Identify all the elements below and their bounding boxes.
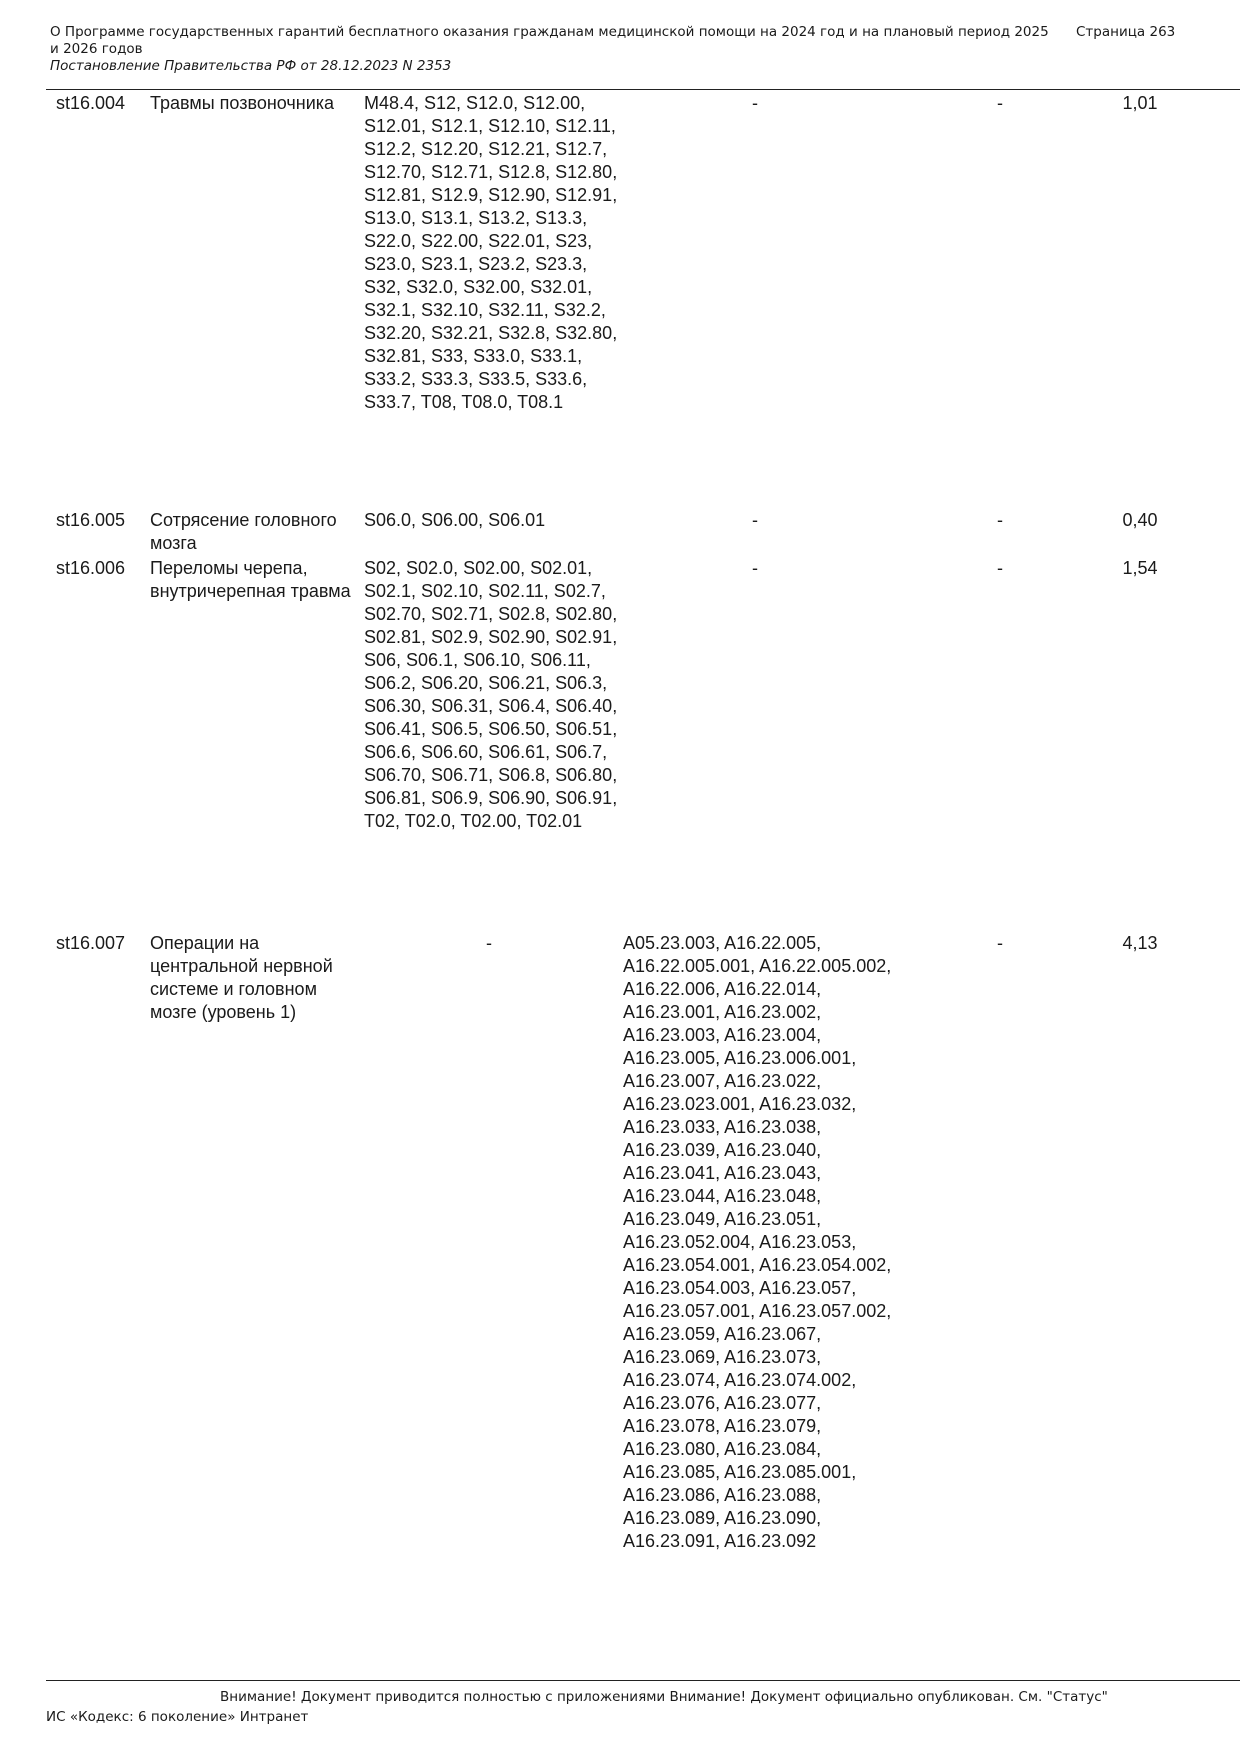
row-name: Переломы черепа, внутричерепная травма	[150, 558, 351, 601]
footer-system-name: ИС «Кодекс: 6 поколение» Интранет	[46, 1709, 309, 1725]
row-services: -	[752, 510, 758, 530]
row-mkb-codes: -	[486, 933, 492, 953]
row-name: Сотрясение головного мозга	[150, 510, 337, 553]
row-other-criteria: -	[997, 510, 1003, 530]
row-other-criteria: -	[997, 558, 1003, 578]
row-code: st16.005	[56, 510, 126, 530]
page-number: Страница 263	[1076, 24, 1176, 40]
row-code: st16.007	[56, 933, 126, 953]
row-code: st16.006	[56, 558, 126, 578]
row-coefficient: 1,01	[1122, 93, 1158, 113]
row-mkb-codes: S02, S02.0, S02.00, S02.01, S02.1, S02.10, S02.11, S02.7, S02.70, S02.71, S02.8, S02.80, S02.81, S02.9, S02.90, S02.91, S06, S06.1, S06.10, S06.11, S06.2, S06.20, S06.21, S06.3, S06.30, S06.31, S06.4, S06.40, S06.41, S06.5, S06.50, S06.51, S06.6, S06.60, S06.61, S06.7, S06.70, S06.71, S06.8, S06.80, S06.81, S06.9, S06.90, S06.91, T02, T02.0, T02.00, T02.01	[364, 558, 618, 831]
footer-notice: Внимание! Документ приводится полностью с приложениями Внимание! Документ официально опубликован. См. "Статус"	[220, 1689, 1108, 1705]
document-title: О Программе государственных гарантий бесплатного оказания гражданам медицинской помощи на 2024 год и на плановый период 2025 и 2026 годов	[50, 24, 1049, 57]
row-services: -	[752, 93, 758, 113]
row-other-criteria: -	[997, 933, 1003, 953]
footer-divider	[46, 1680, 1240, 1681]
row-services: -	[752, 558, 758, 578]
row-code: st16.004	[56, 93, 126, 113]
row-coefficient: 0,40	[1122, 510, 1158, 530]
row-mkb-codes: M48.4, S12, S12.0, S12.00, S12.01, S12.1, S12.10, S12.11, S12.2, S12.20, S12.21, S12.7, S12.70, S12.71, S12.8, S12.80, S12.81, S12.9, S12.90, S12.91, S13.0, S13.1, S13.2, S13.3, S22.0, S22.00, S22.01, S23, S23.0, S23.1, S23.2, S23.3, S32, S32.0, S32.00, S32.01, S32.1, S32.10, S32.11, S32.2, S32.20, S32.21, S32.8, S32.80, S32.81, S33, S33.0, S33.1, S33.2, S33.3, S33.5, S33.6, S33.7, T08, T08.0, T08.1	[364, 93, 618, 412]
row-name: Травмы позвоночника	[150, 93, 335, 113]
document-subtitle: Постановление Правительства РФ от 28.12.2023 N 2353	[50, 58, 452, 74]
row-name: Операции на центральной нервной системе и головном мозге (уровень 1)	[150, 933, 333, 1022]
row-mkb-codes: S06.0, S06.00, S06.01	[364, 510, 546, 530]
header-divider	[46, 89, 1240, 90]
row-other-criteria: -	[997, 93, 1003, 113]
row-coefficient: 1,54	[1122, 558, 1158, 578]
row-services: A05.23.003, A16.22.005, A16.22.005.001, A16.22.005.002, A16.22.006, A16.22.014, A16.23.001, A16.23.002, A16.23.003, A16.23.004, A16.23.005, A16.23.006.001, A16.23.007, A16.23.022, A16.23.023.001, A16.23.032, A16.23.033, A16.23.038, A16.23.039, A16.23.040, A16.23.041, A16.23.043, A16.23.044, A16.23.048, A16.23.049, A16.23.051, A16.23.052.004, A16.23.053, A16.23.054.001, A16.23.054.002, A16.23.054.003, A16.23.057, A16.23.057.001, A16.23.057.002, A16.23.059, A16.23.067, A16.23.069, A16.23.073, A16.23.074, A16.23.074.002, A16.23.076, A16.23.077, A16.23.078, A16.23.079, A16.23.080, A16.23.084, A16.23.085, A16.23.085.001, A16.23.086, A16.23.088, A16.23.089, A16.23.090, A16.23.091, A16.23.092	[623, 933, 892, 1551]
row-coefficient: 4,13	[1122, 933, 1158, 953]
